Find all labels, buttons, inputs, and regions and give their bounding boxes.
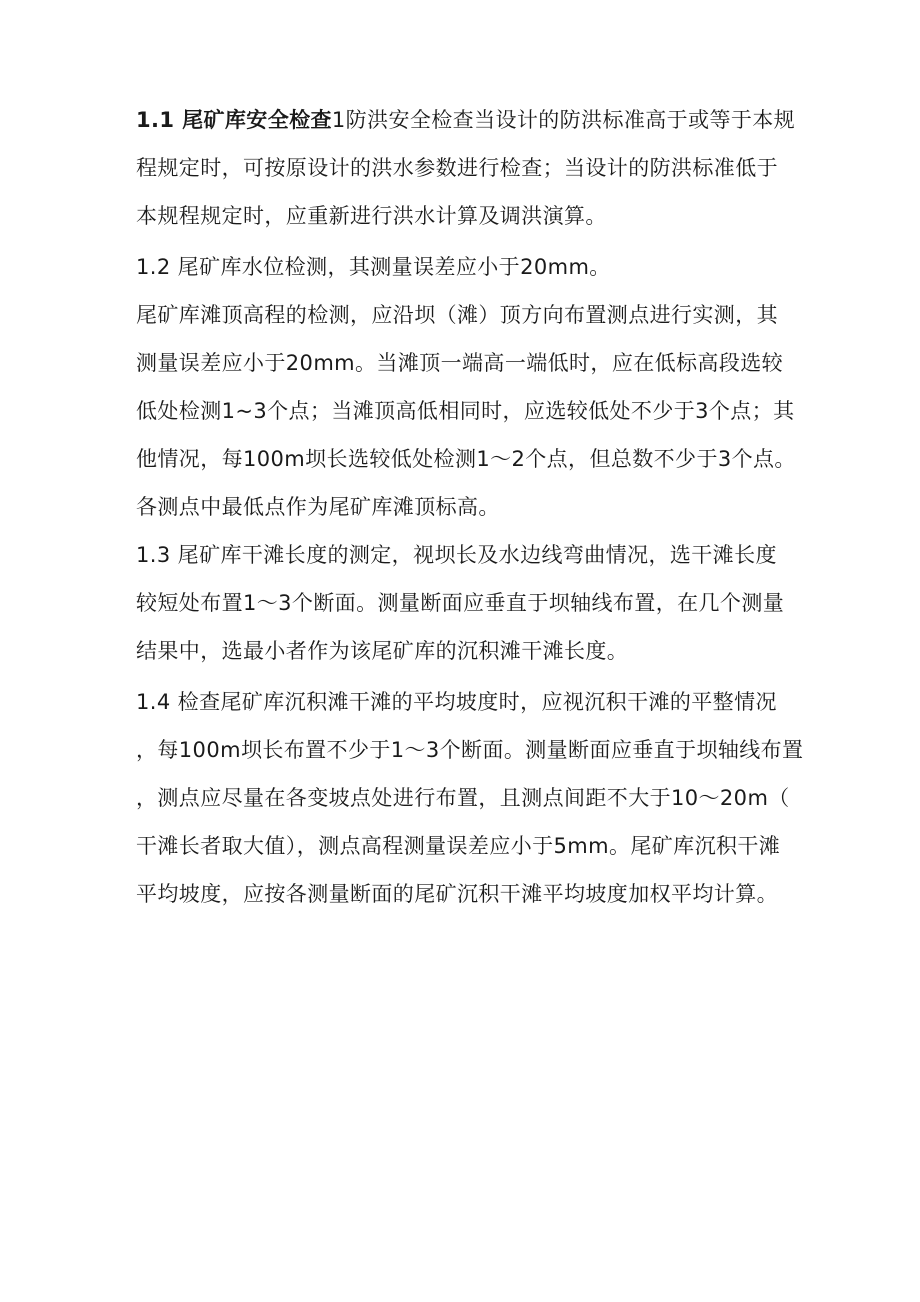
section-heading-1-2: 1.2 尾矿库水位检测，其测量误差应小于20mm。 (136, 255, 611, 279)
section-heading-1-3: 1.3 尾矿库干滩长度的测定，视坝长及水边线弯曲情况，选干滩长度 (136, 543, 777, 567)
paragraph-line: 程规定时，可按原设计的洪水参数进行检查；当设计的防洪标准低于 (136, 156, 778, 180)
paragraph-line: 他情况，每100m坝长选较低处检测1～2个点，但总数不少于3个点。 (136, 447, 796, 471)
paragraph-line: 低处检测1~3个点；当滩顶高低相同时，应选较低处不少于3个点；其 (136, 399, 795, 423)
section-heading-1-1: 1.1 尾矿库安全检查 (136, 108, 332, 132)
paragraph-line: 本规程规定时，应重新进行洪水计算及调洪演算。 (136, 204, 607, 228)
paragraph-line: 结果中，选最小者作为该尾矿库的沉积滩干滩长度。 (136, 639, 629, 663)
section-heading-1-4: 1.4 检查尾矿库沉积滩干滩的平均坡度时，应视沉积干滩的平整情况 (136, 690, 777, 714)
paragraph-line: 干滩长者取大值），测点高程测量误差应小于5mm。尾矿库沉积干滩 (136, 834, 781, 858)
paragraph-line: 尾矿库滩顶高程的检测，应沿坝（滩）顶方向布置测点进行实测，其 (136, 303, 778, 327)
paragraph-line: ，测点应尽量在各变坡点处进行布置，且测点间距不大于10～20m（ (136, 786, 790, 810)
paragraph-line: 各测点中最低点作为尾矿库滩顶标高。 (136, 495, 500, 519)
paragraph-text: 1防洪安全检查当设计的防洪标准高于或等于本规 (331, 108, 796, 132)
paragraph-line (136, 106, 795, 134)
paragraph-line: 平均坡度，应按各测量断面的尾矿沉积干滩平均坡度加权平均计算。 (136, 882, 778, 906)
paragraph-line: 测量误差应小于20mm。当滩顶一端高一端低时，应在低标高段选较 (136, 351, 784, 375)
paragraph-line: 较短处布置1～3个断面。测量断面应垂直于坝轴线布置，在几个测量 (136, 591, 785, 615)
paragraph-line: ，每100m坝长布置不少于1～3个断面。测量断面应垂直于坝轴线布置 (136, 738, 804, 762)
